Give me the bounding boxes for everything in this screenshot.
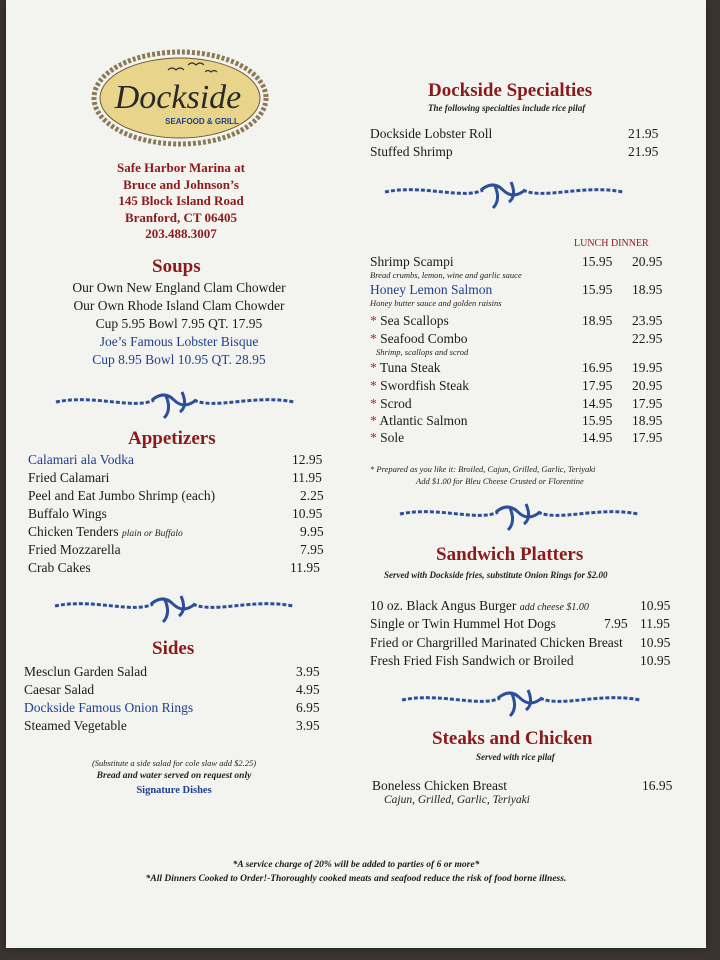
specialty-price: 21.95 <box>628 126 659 141</box>
address-line: Safe Harbor Marina at <box>117 160 245 175</box>
entree-dinner-price: 19.95 <box>632 360 663 375</box>
entree-name-text: Atlantic Salmon <box>379 413 468 428</box>
star-marker: * <box>370 430 377 445</box>
entree-name: Shrimp Scampi <box>370 254 454 269</box>
sandwich-price: 10.95 <box>640 635 671 650</box>
signature-dishes-legend: Signature Dishes <box>136 785 212 796</box>
entree-lunch-price: 14.95 <box>582 430 613 445</box>
address-line: 145 Block Island Road <box>118 193 244 208</box>
entree-name <box>370 430 404 446</box>
entree-dinner-price: 20.95 <box>632 254 663 269</box>
entree-name-text: Sole <box>380 430 405 445</box>
star-marker: * <box>370 331 377 346</box>
specialty-name: Dockside Lobster Roll <box>370 126 493 141</box>
sandwich-price: 10.95 <box>640 653 671 668</box>
entree-name <box>370 396 412 412</box>
entree-lunch-price: 14.95 <box>582 396 613 411</box>
appetizer-name: Fried Calamari <box>28 470 110 485</box>
soup-line: Our Own New England Clam Chowder <box>72 280 286 295</box>
sandwich-name <box>370 598 589 614</box>
steak-item-price: 16.95 <box>642 778 673 793</box>
entree-name <box>370 413 468 429</box>
entree-note: Honey butter sauce and golden raisins <box>370 298 502 308</box>
rope-divider <box>382 180 626 210</box>
steak-item-note: Cajun, Grilled, Garlic, Teriyaki <box>384 794 530 806</box>
appetizer-price: 2.25 <box>300 488 324 503</box>
dinner-header: DINNER <box>610 238 649 249</box>
specialties-subtitle: The following specialties include rice pilaf <box>428 103 586 113</box>
side-price: 4.95 <box>296 682 320 697</box>
side-name: Dockside Famous Onion Rings <box>24 700 194 715</box>
restaurant-address <box>86 160 276 243</box>
entree-dinner-price: 17.95 <box>632 430 663 445</box>
lunch-header: LUNCH <box>574 238 609 249</box>
sides-title: Sides <box>152 638 195 659</box>
side-price: 3.95 <box>296 718 320 733</box>
appetizers-title: Appetizers <box>128 428 216 449</box>
steak-item-name: Boneless Chicken Breast <box>372 778 507 793</box>
entree-name-text: Seafood Combo <box>380 331 468 346</box>
appetizer-price: 9.95 <box>300 524 324 539</box>
menu-page <box>6 0 706 948</box>
sandwich-name: Single or Twin Hummel Hot Dogs <box>370 616 556 631</box>
entree-name <box>370 313 449 329</box>
appetizer-name: Calamari ala Vodka <box>28 452 134 467</box>
logo-name: Dockside <box>114 79 242 116</box>
entree-dinner-price: 22.95 <box>632 331 663 346</box>
entree-dinner-price: 18.95 <box>632 282 663 297</box>
address-line: Branford, CT 06405 <box>124 209 238 225</box>
rope-divider <box>396 502 642 532</box>
sandwich-subtitle: Served with Dockside fries, substitute Onion Rings for $2.00 <box>384 570 608 580</box>
soup-signature-line: Joe’s Famous Lobster Bisque <box>99 334 259 349</box>
sandwich-name: Fried or Chargrilled Marinated Chicken Breast <box>370 635 623 650</box>
entree-name <box>370 378 469 394</box>
star-marker: * <box>370 396 377 411</box>
sandwich-price-twin: 11.95 <box>640 616 670 631</box>
soup-line: Cup 5.95 Bowl 7.95 QT. 17.95 <box>95 316 263 331</box>
entree-lunch-price: 15.95 <box>582 254 613 269</box>
appetizer-price: 11.95 <box>290 560 320 575</box>
entree-dinner-price: 18.95 <box>632 413 663 428</box>
sides-note: (Substitute a side salad for cole slaw add $2.25) <box>91 758 257 768</box>
soup-line: Our Own Rhode Island Clam Chowder <box>73 298 285 313</box>
star-marker: * <box>370 413 377 428</box>
sandwich-name-text: 10 oz. Black Angus Burger <box>370 598 517 613</box>
star-marker: * <box>370 313 377 328</box>
appetizer-name: Fried Mozzarella <box>28 542 121 557</box>
bread-note: Bread and water served on request only <box>96 771 252 781</box>
sandwich-note: add cheese $1.00 <box>519 602 589 613</box>
appetizer-name: Crab Cakes <box>28 560 91 575</box>
appetizer-name <box>28 524 183 540</box>
soup-signature-line: Cup 8.95 Bowl 10.95 QT. 28.95 <box>92 352 266 367</box>
preparation-addon-note: Add $1.00 for Bleu Cheese Crusted or Florentine <box>416 476 584 486</box>
entree-name: Honey Lemon Salmon <box>370 282 493 297</box>
star-marker: * <box>370 378 377 393</box>
entree-note: Shrimp, scallops and scrod <box>376 347 469 357</box>
appetizer-name: Peel and Eat Jumbo Shrimp (each) <box>28 488 216 503</box>
appetizer-price: 10.95 <box>292 506 323 521</box>
appetizer-name: Buffalo Wings <box>28 506 107 521</box>
sandwich-name: Fresh Fried Fish Sandwich or Broiled <box>370 653 574 668</box>
entree-note: Bread crumbs, lemon, wine and garlic sauce <box>370 270 522 280</box>
entree-dinner-price: 23.95 <box>632 313 663 328</box>
side-name: Mesclun Garden Salad <box>24 664 147 679</box>
phone-number: 203.488.3007 <box>145 226 217 241</box>
entree-name-text: Sea Scallops <box>380 313 449 328</box>
entree-lunch-price: 15.95 <box>582 413 613 428</box>
logo-sub: SEAFOOD & GRILL <box>165 117 239 126</box>
rope-divider <box>398 688 644 718</box>
side-price: 6.95 <box>296 700 320 715</box>
address-line: Bruce and Johnson’s <box>123 176 239 192</box>
steaks-subtitle: Served with rice pilaf <box>476 752 555 762</box>
entree-dinner-price: 20.95 <box>632 378 663 393</box>
entree-lunch-price: 15.95 <box>582 282 613 297</box>
side-name: Steamed Vegetable <box>24 718 127 733</box>
dockside-logo <box>90 48 270 148</box>
entree-lunch-price: 17.95 <box>582 378 613 393</box>
entree-name <box>370 360 441 376</box>
appetizer-name-text: Chicken Tenders <box>28 524 119 539</box>
specialty-name: Stuffed Shrimp <box>370 144 453 159</box>
entree-name-text: Tuna Steak <box>379 360 441 375</box>
specialties-title: Dockside Specialties <box>428 80 593 101</box>
entree-name-text: Scrod <box>380 396 412 411</box>
service-charge-note: *A service charge of 20% will be added to parties of 6 or more* <box>232 860 480 870</box>
soups-title: Soups <box>152 256 201 277</box>
entree-lunch-price: 16.95 <box>582 360 613 375</box>
cooked-to-order-note: *All Dinners Cooked to Order!-Thoroughly cooked meats and seafood reduce the risk of food borne illness. <box>145 874 567 884</box>
entree-name-text: Swordfish Steak <box>380 378 469 393</box>
entree-lunch-price: 18.95 <box>582 313 613 328</box>
side-name: Caesar Salad <box>24 682 95 697</box>
entree-name <box>370 331 468 347</box>
appetizer-price: 7.95 <box>300 542 324 557</box>
column-headers <box>574 238 649 249</box>
rope-divider <box>50 594 298 624</box>
rope-divider <box>54 390 296 420</box>
appetizer-price: 11.95 <box>292 470 322 485</box>
star-marker: * <box>370 360 377 375</box>
preparation-note: * Prepared as you like it: Broiled, Cajun, Grilled, Garlic, Teriyaki <box>370 464 596 474</box>
sandwich-title: Sandwich Platters <box>436 544 584 565</box>
sandwich-price: 7.95 <box>604 616 628 631</box>
specialty-price: 21.95 <box>628 144 659 159</box>
appetizer-price: 12.95 <box>292 452 323 467</box>
appetizer-note: plain or Buffalo <box>122 529 183 539</box>
entree-dinner-price: 17.95 <box>632 396 663 411</box>
sandwich-price: 10.95 <box>640 598 671 613</box>
side-price: 3.95 <box>296 664 320 679</box>
steaks-title: Steaks and Chicken <box>432 728 593 749</box>
